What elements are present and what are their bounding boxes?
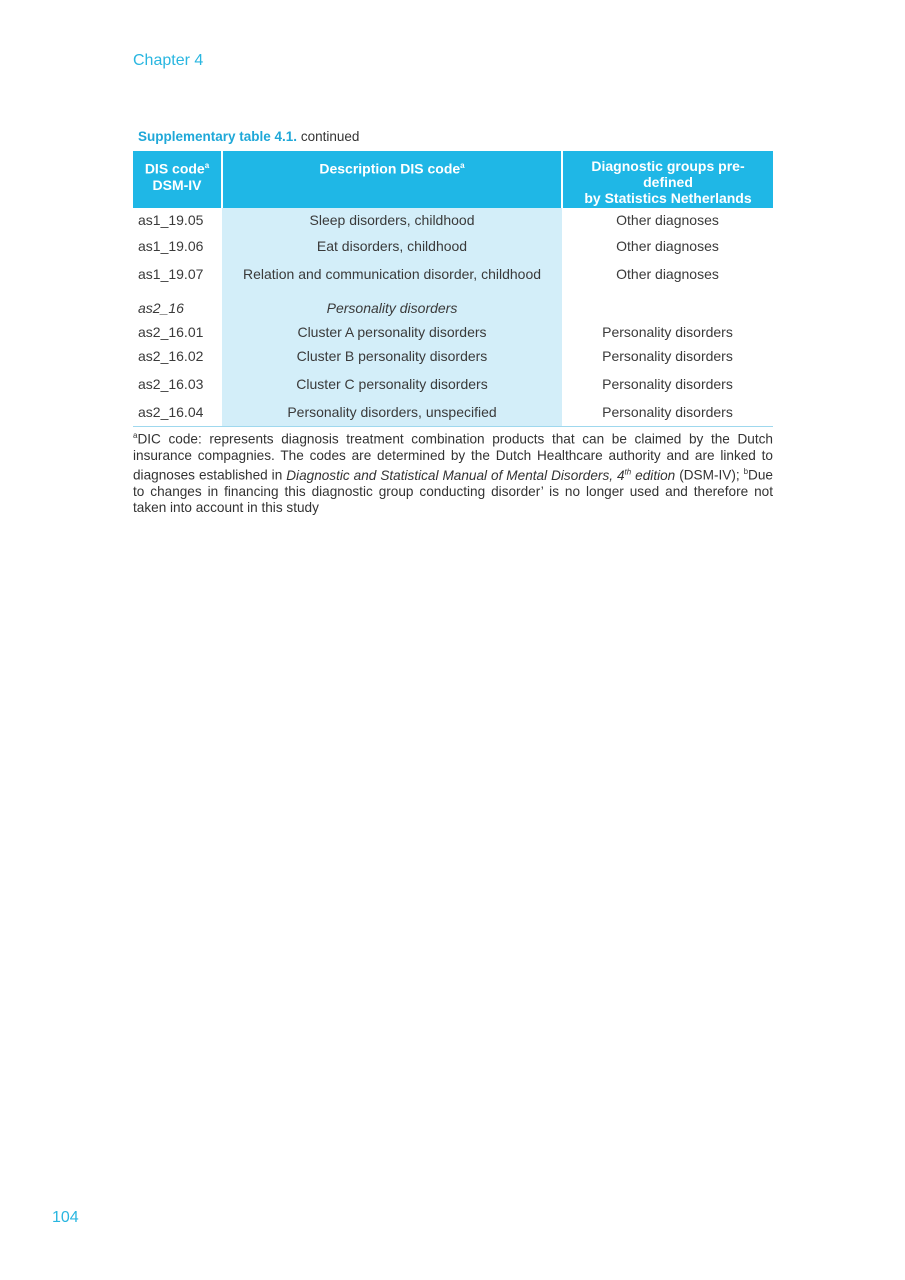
page-number: 104 [52,1209,79,1226]
footnote-text: (DSM-IV); [675,467,744,483]
cell-code: as2_16.04 [133,398,222,427]
table-caption-label: Supplementary table 4.1. [138,129,298,144]
cell-group: Personality disorders [602,376,733,392]
footnote-marker-a: a [133,431,138,440]
cell-description: Cluster B personality disorders [222,342,562,370]
table-row [133,398,773,427]
cell-description: Cluster C personality disorders [222,370,562,398]
cell-description: Personality disorders [222,288,562,322]
cell-group: Other diagnoses [616,212,719,228]
table-footnote [133,428,773,517]
cell-group: Other diagnoses [616,266,719,282]
supplementary-table [133,151,773,427]
table-row [133,370,773,398]
cell-group: Personality disorders [602,348,733,364]
cell-description: Relation and communication disorder, childhood [222,260,562,288]
footnote-marker-b: b [743,467,749,477]
cell-code: as2_16.02 [138,348,204,364]
cell-code: as1_19.06 [138,238,204,254]
header-diagnostic-groups: Diagnostic groups pre-defined by Statistics Netherlands [562,151,773,208]
cell-group: Personality disorders [602,324,733,340]
table-caption [138,129,359,144]
table-header-row [133,151,773,208]
cell-group: Personality disorders [562,398,773,427]
chapter-header: Chapter 4 [133,52,204,69]
cell-code: as2_16 [138,300,184,316]
footnote-dsm-title: Diagnostic and Statistical Manual of Mental Disorders, 4th edition [286,467,676,483]
cell-code: as2_16.01 [138,324,204,340]
cell-group [562,288,773,322]
cell-code: as1_19.05 [138,212,204,228]
table-row [133,208,773,232]
table-row [133,342,773,370]
table-row [133,322,773,342]
table-caption-continued: continued [297,129,360,144]
table-row [133,232,773,260]
cell-group: Other diagnoses [616,238,719,254]
cell-code: as1_19.07 [138,266,204,282]
footnote-text: DIC code: represents diagnosis treatment combination products that can be claimed by the Dutch insurance compagnies. The codes are determined by the Dutch Healthcare authority and are linked to diagnoses established in [133,431,773,483]
cell-code: as2_16.03 [138,376,204,392]
cell-description: Eat disorders, childhood [222,232,562,260]
cell-description: Sleep disorders, childhood [222,208,562,232]
header-description: Description DIS code$^a$ [222,151,562,208]
table-row-group-heading [133,288,773,322]
footnote-text: Due to changes in financing this diagnostic group conducting disorder’ is no longer used and therefore not taken into account in this study [133,467,773,516]
cell-description: Cluster A personality disorders [222,322,562,342]
cell-description: Personality disorders, unspecified [222,398,562,427]
header-dis-code: DIS code$^a$ DSM-IV [133,151,222,208]
table-row [133,260,773,288]
